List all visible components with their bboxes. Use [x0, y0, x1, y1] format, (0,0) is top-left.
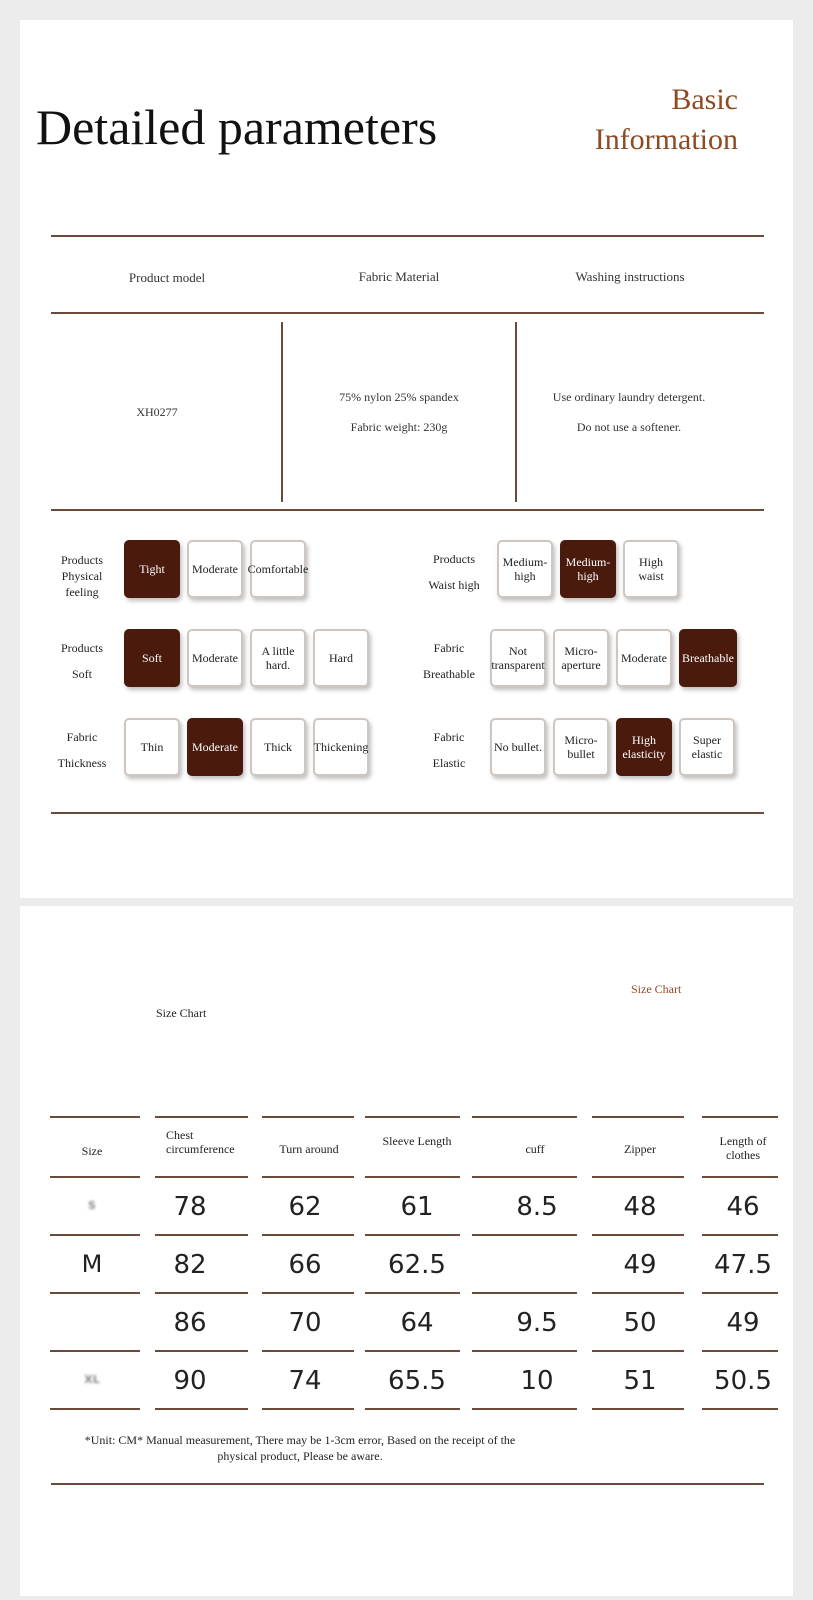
row-divider-segment: [472, 1408, 577, 1410]
table-cell: 48: [623, 1192, 657, 1222]
detailed-parameters-panel: [20, 20, 793, 898]
row-divider-segment: [155, 1408, 248, 1410]
table-cell: 50.5: [714, 1366, 772, 1396]
row-divider-segment: [472, 1292, 577, 1294]
option-micro-bullet: Micro-bullet: [553, 718, 609, 776]
option-soft: Soft: [124, 629, 180, 687]
table-cell: 9.5: [516, 1308, 558, 1338]
divider: [51, 812, 764, 814]
row-divider-segment: [365, 1116, 460, 1118]
option-no-bullet: No bullet.: [490, 718, 546, 776]
table-cell: 62: [288, 1192, 322, 1222]
divider: [51, 1483, 764, 1485]
label-line: Fabric: [66, 730, 98, 744]
table-cell: 66: [288, 1250, 322, 1280]
size-label: S: [88, 1199, 96, 1212]
row-divider-segment: [702, 1350, 778, 1352]
column-header-product-model: Product model: [128, 270, 206, 285]
option-comfortable: Comfortable: [250, 540, 306, 598]
size-label: XL: [84, 1373, 100, 1386]
product-model-value: XH0277: [136, 405, 178, 419]
row-divider-segment: [155, 1176, 248, 1178]
row-divider-segment: [472, 1116, 577, 1118]
header-chest-circumference: Chest circumference: [166, 1128, 235, 1156]
table-cell: 51: [623, 1366, 657, 1396]
option-hard: Hard: [313, 629, 369, 687]
table-cell: 74: [288, 1366, 322, 1396]
note-line-2: physical product, Please be aware.: [217, 1449, 383, 1463]
basic-information-heading: [558, 80, 738, 160]
table-cell: 78: [173, 1192, 207, 1222]
column-header-fabric-material: Fabric Material: [358, 269, 440, 284]
option-moderate: Moderate: [616, 629, 672, 687]
basic-info-line-2: Information: [594, 123, 738, 156]
label-line: Soft: [71, 667, 92, 681]
row-divider-segment: [262, 1408, 354, 1410]
table-cell: 10: [520, 1366, 554, 1396]
header-length-of-clothes: Length of clothes: [719, 1134, 767, 1162]
option-tight: Tight: [124, 540, 180, 598]
table-cell: 86: [173, 1308, 207, 1338]
row-divider-segment: [50, 1176, 140, 1178]
row-divider-segment: [50, 1234, 140, 1236]
table-cell: 82: [173, 1250, 207, 1280]
row-divider-segment: [592, 1116, 684, 1118]
washing-instructions-value: [519, 382, 739, 442]
label-line: Breathable: [423, 667, 475, 681]
label-line: Waist high: [428, 578, 480, 592]
row-divider-segment: [472, 1350, 577, 1352]
divider: [51, 312, 764, 314]
thickness-label: [46, 729, 118, 771]
soft-label: [46, 640, 118, 682]
option-moderate: Moderate: [187, 629, 243, 687]
label-line: Elastic: [432, 756, 466, 770]
option-moderate-selected: Moderate: [187, 718, 243, 776]
option-micro-aperture: Micro-aperture: [553, 629, 609, 687]
divider: [51, 235, 764, 237]
row-divider-segment: [50, 1116, 140, 1118]
option-high-waist: High waist: [623, 540, 679, 598]
label-line: feeling: [65, 585, 99, 599]
note-line-1: *Unit: CM* Manual measurement, There may be 1-3cm error, Based on the receipt of the: [84, 1433, 516, 1447]
row-divider-segment: [50, 1292, 140, 1294]
row-divider-segment: [472, 1234, 577, 1236]
row-divider-segment: [262, 1292, 354, 1294]
label-line: Physical: [61, 569, 103, 583]
row-divider-segment: [365, 1234, 460, 1236]
row-divider-segment: [262, 1176, 354, 1178]
option-a-little-hard: A little hard.: [250, 629, 306, 687]
header-cuff: cuff: [525, 1142, 545, 1156]
row-divider-segment: [262, 1234, 354, 1236]
row-divider-segment: [262, 1116, 354, 1118]
row-divider-segment: [702, 1292, 778, 1294]
row-divider-segment: [365, 1292, 460, 1294]
table-cell: 61: [400, 1192, 434, 1222]
size-chart-panel: [20, 906, 793, 1596]
label-line: Products: [61, 553, 103, 567]
row-divider-segment: [155, 1116, 248, 1118]
fabric-weight: Fabric weight: 230g: [350, 420, 448, 434]
table-cell: 8.5: [516, 1192, 558, 1222]
header-size: Size: [81, 1144, 103, 1158]
table-cell: 47.5: [714, 1250, 772, 1280]
row-divider-segment: [365, 1176, 460, 1178]
table-cell: 49: [726, 1308, 760, 1338]
header-zipper: Zipper: [624, 1142, 656, 1156]
table-cell: 70: [288, 1308, 322, 1338]
row-divider-segment: [155, 1292, 248, 1294]
breathable-label: [413, 640, 485, 682]
option-thick: Thick: [250, 718, 306, 776]
size-chart-title: Size Chart: [156, 1006, 207, 1020]
elastic-label: [413, 729, 485, 771]
column-header-washing-instructions: Washing instructions: [575, 269, 685, 284]
table-cell: 65.5: [388, 1366, 446, 1396]
row-divider-segment: [592, 1176, 684, 1178]
option-high-elasticity: High elasticity: [616, 718, 672, 776]
row-divider-segment: [702, 1176, 778, 1178]
option-breathable: Breathable: [679, 629, 737, 687]
washing-line-1: Use ordinary laundry detergent.: [552, 390, 706, 404]
row-divider-segment: [155, 1350, 248, 1352]
label-line: Thickness: [57, 756, 107, 770]
row-divider-segment: [50, 1408, 140, 1410]
option-super-elastic: Super elastic: [679, 718, 735, 776]
label-line: Fabric: [433, 641, 465, 655]
washing-line-2: Do not use a softener.: [576, 420, 682, 434]
table-cell: 90: [173, 1366, 207, 1396]
row-divider-segment: [592, 1408, 684, 1410]
waist-high-label: [418, 551, 490, 593]
label-line: Products: [433, 552, 475, 566]
label-line: Products: [61, 641, 103, 655]
row-divider-segment: [702, 1234, 778, 1236]
fabric-material-value: [289, 382, 509, 442]
option-medium-high: Medium-high: [497, 540, 553, 598]
row-divider-segment: [155, 1234, 248, 1236]
size-chart-title-secondary: Size Chart: [631, 982, 682, 996]
option-medium-high-selected: Medium-high: [560, 540, 616, 598]
table-cell: 50: [623, 1308, 657, 1338]
row-divider-segment: [262, 1350, 354, 1352]
row-divider-segment: [592, 1350, 684, 1352]
row-divider-segment: [365, 1408, 460, 1410]
material-composition: 75% nylon 25% spandex: [339, 390, 459, 404]
row-divider-segment: [472, 1176, 577, 1178]
column-divider: [281, 322, 283, 502]
table-cell: 64: [400, 1308, 434, 1338]
row-divider-segment: [365, 1350, 460, 1352]
option-thin: Thin: [124, 718, 180, 776]
table-cell: 46: [726, 1192, 760, 1222]
header-turn-around: Turn around: [279, 1142, 339, 1156]
option-moderate: Moderate: [187, 540, 243, 598]
page-title: Detailed parameters: [36, 99, 438, 155]
row-divider-segment: [50, 1350, 140, 1352]
table-cell: 62.5: [388, 1250, 446, 1280]
option-thickening: Thickening: [313, 718, 369, 776]
label-line: Fabric: [433, 730, 465, 744]
row-divider-segment: [592, 1292, 684, 1294]
column-divider: [515, 322, 517, 502]
header-sleeve-length: Sleeve Length: [382, 1134, 452, 1148]
table-cell: 49: [623, 1250, 657, 1280]
option-not-transparent: Not transparent: [490, 629, 546, 687]
size-label: M: [81, 1250, 103, 1278]
basic-info-line-1: Basic: [671, 83, 738, 116]
measurement-note: [50, 1432, 550, 1464]
row-divider-segment: [702, 1408, 778, 1410]
row-divider-segment: [702, 1116, 778, 1118]
divider: [51, 509, 764, 511]
row-divider-segment: [592, 1234, 684, 1236]
physical-feeling-label: [46, 552, 118, 600]
